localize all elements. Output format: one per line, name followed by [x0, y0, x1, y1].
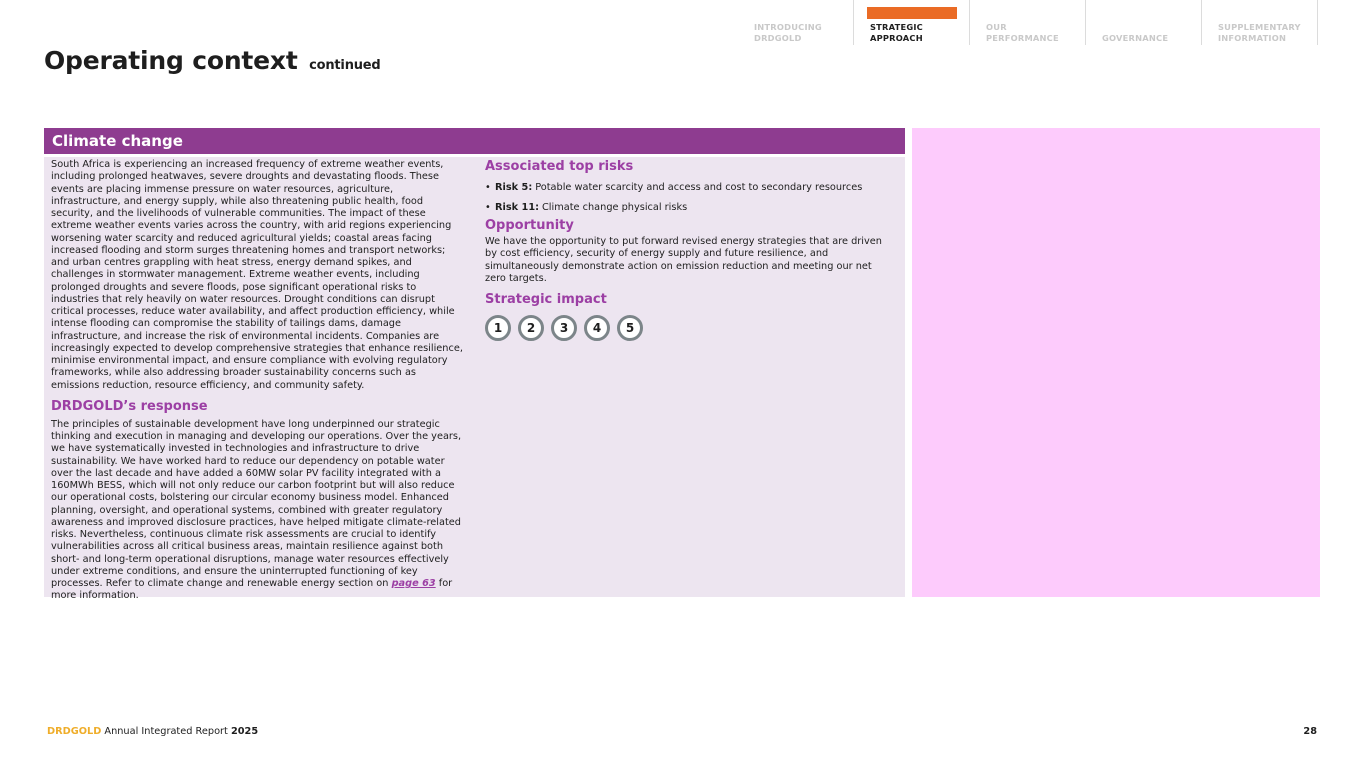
- nav-tab-introducing[interactable]: [738, 0, 854, 45]
- page-title-suffix: continued: [309, 58, 381, 73]
- left-column: [51, 159, 465, 603]
- footer-report-title: [47, 726, 258, 737]
- risk-item-5: [485, 182, 895, 194]
- footer-report-name: Annual Integrated Report: [101, 726, 231, 737]
- nav-tab-label-line1: SUPPLEMENTARY: [1218, 22, 1301, 32]
- nav-tab-label-line1: GOVERNANCE: [1102, 33, 1169, 43]
- page-title: [44, 46, 381, 75]
- strategic-impact-badges: [485, 315, 895, 341]
- risk-description: Climate change physical risks: [542, 202, 688, 213]
- risk-item-11: [485, 202, 895, 214]
- strategic-impact-badge-1: 1: [485, 315, 511, 341]
- strategic-impact-badge-3: 3: [551, 315, 577, 341]
- nav-tab-governance[interactable]: [1086, 0, 1202, 45]
- opportunity-paragraph: We have the opportunity to put forward revised energy strategies that are driven by cost efficiency, security of energy supply and future resilience, and simultaneously demonstrate action on emission reduction and meeting our net zero targets.: [485, 236, 882, 284]
- bullet-icon: •: [485, 182, 491, 193]
- risk-label: Risk 5:: [495, 182, 533, 193]
- response-text: The principles of sustainable development have long underpinned our strategic thinking and execution in managing and developing our operations. Over the years, we have systematically invested in technologies and infrastructure to drive sustainability. We have worked hard to reduce our dependency on potable water over the last decade and have added a 60MW solar PV facility integrated with a 160MWh BESS, which will not only reduce our carbon footprint but will also reduce our operational costs, bolstering our circular economy business model. Enhanced planning, oversight, and operational systems, combined with greater regulatory awareness and improved disclosure practices, have helped mitigate climate-related risks. Nevertheless, continuous climate risk assessments are crucial to identify vulnerabilities across all critical business areas, maintain resilience against both short- and long-term operational disruptions, manage water resources effectively under extreme conditions, and ensure the uninterrupted functioning of key processes. Refer to climate change and renewable energy section on: [51, 418, 462, 589]
- response-tail: for more information.: [51, 578, 453, 602]
- nav-tab-our-performance[interactable]: [970, 0, 1086, 45]
- side-panel: [912, 128, 1320, 597]
- risks-heading: Associated top risks: [485, 159, 634, 174]
- nav-tab-strategic-approach[interactable]: [854, 0, 970, 45]
- nav-tab-label-line1: INTRODUCING: [754, 22, 822, 32]
- page-63-link[interactable]: page 63: [391, 578, 436, 589]
- climate-change-panel: [44, 128, 905, 602]
- nav-tab-label-line2: DRDGOLD: [754, 32, 802, 43]
- panel-divider: [44, 154, 905, 157]
- intro-paragraph: South Africa is experiencing an increased frequency of extreme weather events, including prolonged heatwaves, severe droughts and devastating floods. These events are placing immense pressure on water resources, agriculture, infrastructure, and energy supply, while also threatening public health, food security, and the livelihoods of vulnerable communities. The impact of these extreme weather events varies across the country, with arid regions experiencing worsening water scarcity and reduced agricultural yields; coastal areas facing increased flooding and storm surges threatening homes and transport networks; and urban centres grappling with heat stress, energy demand spikes, and challenges in stormwater management. Extreme weather events, including prolonged droughts and severe floods, pose significant operational risks to industries that rely heavily on water resources. Drought conditions can disrupt critical processes, reduce water availability, and affect production efficiency, while intense flooding can compromise the stability of tailings dams, damage infrastructure, and increase the risk of environmental incidents. Companies are increasingly expected to develop comprehensive strategies that enhance resilience, minimise environmental impact, and ensure compliance with evolving regulatory frameworks, while also addressing broader sustainability concerns such as emissions reduction, resource efficiency, and community safety.: [51, 159, 463, 391]
- strategic-impact-badge-2: 2: [518, 315, 544, 341]
- risk-item-text: [495, 182, 862, 194]
- nav-tab-label-line1: OUR: [986, 22, 1007, 32]
- response-heading: DRDGOLD’s response: [51, 398, 208, 414]
- bullet-icon: •: [485, 202, 491, 213]
- opportunity-heading: Opportunity: [485, 218, 574, 233]
- section-heading: Climate change: [44, 128, 905, 154]
- footer-year: 2025: [230, 726, 259, 737]
- top-navigation: [738, 0, 1322, 45]
- nav-tab-label-line1: STRATEGIC: [870, 22, 923, 32]
- nav-tab-label-line2: PERFORMANCE: [986, 32, 1059, 43]
- strategic-impact-badge-5: 5: [617, 315, 643, 341]
- response-paragraph: [51, 419, 465, 603]
- footer-brand: DRDGOLD: [47, 726, 102, 737]
- page-title-text: Operating context: [44, 46, 298, 75]
- risk-label: Risk 11:: [495, 202, 539, 213]
- nav-tab-label-line2: APPROACH: [870, 32, 923, 43]
- risk-item-text: [495, 202, 687, 214]
- right-column: [485, 159, 895, 341]
- page-number: 28: [1303, 726, 1317, 737]
- risk-description: Potable water scarcity and access and cost to secondary resources: [535, 182, 863, 193]
- strategic-impact-heading: Strategic impact: [485, 292, 607, 307]
- strategic-impact-badge-4: 4: [584, 315, 610, 341]
- nav-tab-supplementary-information[interactable]: [1202, 0, 1318, 45]
- nav-tab-label-line2: INFORMATION: [1218, 32, 1287, 43]
- active-tab-indicator: [867, 7, 957, 19]
